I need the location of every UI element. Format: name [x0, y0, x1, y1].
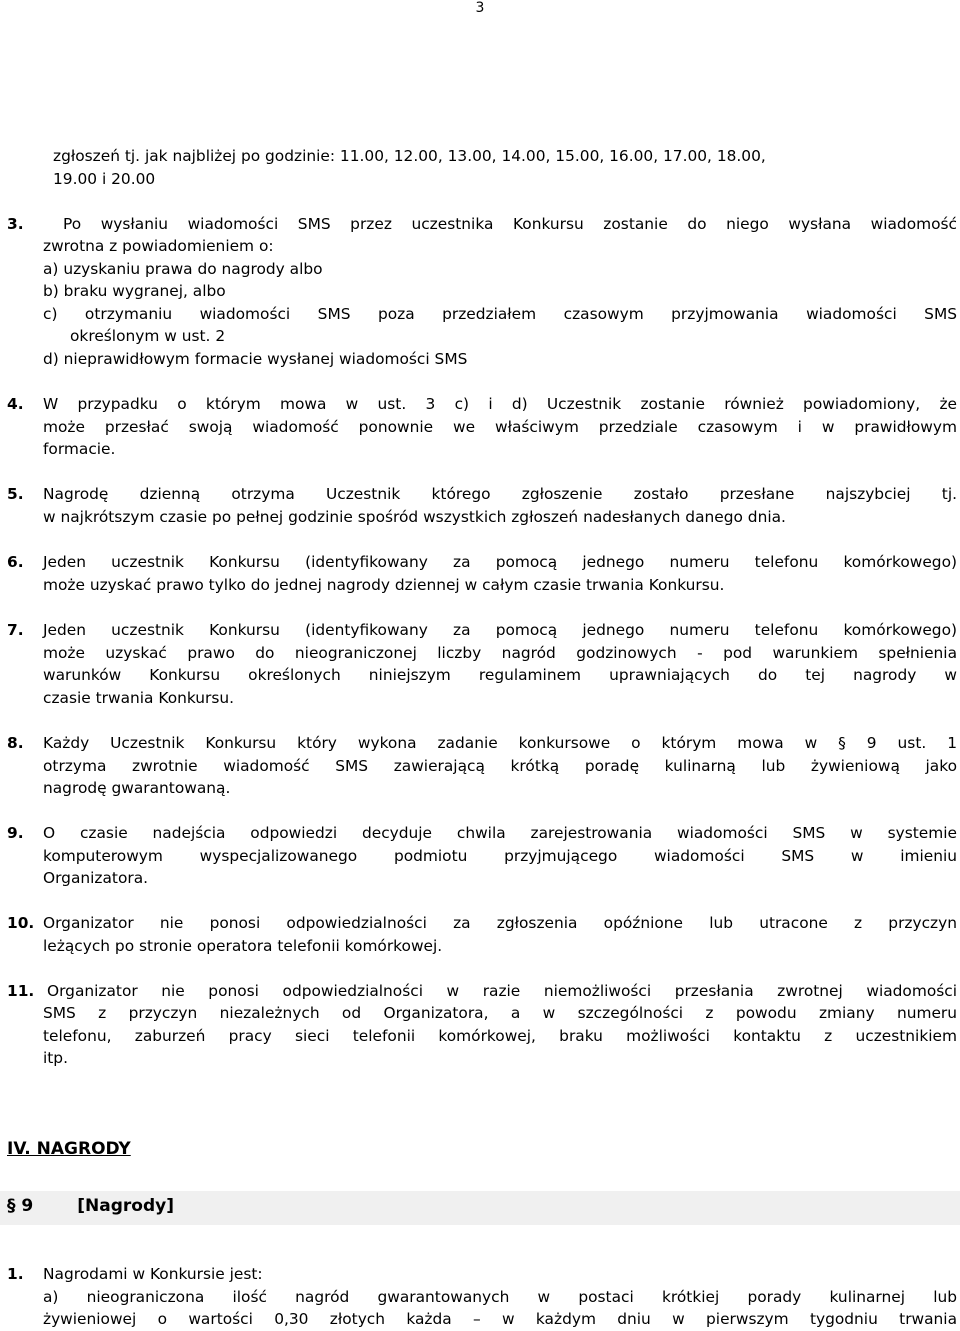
item-11-text: [47, 980, 957, 1003]
text-line: Każdy Uczestnik Konkursu który wykona zadanie konkursowe o którym mowa w § 9 ust. 1: [43, 734, 957, 752]
text-line: leżących po stronie operatora telefonii komórkowej.: [43, 936, 443, 955]
paragraph-symbol: § 9: [7, 1196, 34, 1216]
paragraph-title: [Nagrody]: [77, 1196, 174, 1216]
text-line: formacie.: [43, 440, 116, 458]
text-line: SMS z przyczyn niezależnych od Organizatora, a w szczególności z powodu zmiany numeru: [43, 1004, 957, 1022]
item-number: 9.: [7, 824, 24, 842]
text-line: żywieniowej o wartości 0,30 złotych każda – w każdym dniu w pierwszym tygodniu trwania: [43, 1310, 957, 1328]
text-line: Nagrodami w Konkursie jest:: [43, 1265, 263, 1283]
item-number: 3.: [7, 215, 24, 233]
section-title: IV. NAGRODY: [7, 1139, 131, 1159]
text-line: otrzyma zwrotnie wiadomość SMS zawierającą krótką poradę kulinarną lub żywieniową jako: [43, 756, 957, 775]
list-item: b) braku wygranej, albo: [43, 282, 226, 300]
text-line: zwrotna z powiadomieniem o:: [43, 237, 274, 255]
item-9-text: [43, 822, 957, 890]
text-line: itp.: [43, 1049, 68, 1067]
paragraph-heading: [7, 1195, 174, 1218]
text-line: Jeden uczestnik Konkursu (identyfikowany za pomocą jednego numeru telefonu komórkowego): [43, 621, 957, 639]
text-line: Nagrodę dzienną otrzyma Uczestnik którego zgłoszenie zostało przesłane najszybciej tj.: [43, 485, 957, 503]
text-line: może uzyskać prawo do nieograniczonej liczby nagród godzinowych - pod warunkiem spełnienia: [43, 643, 957, 662]
item-number: 8.: [7, 734, 24, 752]
text-line: Po wysłaniu wiadomości SMS przez uczestnika Konkursu zostanie do niego wysłana wiadomość: [63, 215, 957, 233]
item-8-text: [43, 732, 957, 800]
item-3-list: [43, 235, 957, 370]
text-line: komputerowym wyspecjalizowanego podmiotu przyjmującego wiadomości SMS w imieniu: [43, 846, 957, 865]
list-item: d) nieprawidłowym formacie wysłanej wiadomości SMS: [43, 349, 468, 368]
item-10-text: [43, 912, 957, 957]
text-line: 19.00 i 20.00: [53, 169, 156, 188]
item-number: 7.: [7, 621, 24, 639]
text-line: określonym w ust. 2: [70, 327, 226, 345]
text-line: nagrodę gwarantowaną.: [43, 779, 231, 797]
item-number: 6.: [7, 553, 24, 571]
text-line: Organizator nie ponosi odpowiedzialności w razie niemożliwości przesłania zwrotnej wiadomości: [47, 982, 957, 1000]
item-n1-text: [43, 1263, 957, 1331]
text-line: Organizatora.: [43, 869, 149, 887]
page-number: 3: [475, 0, 485, 16]
text-line: O czasie nadejścia odpowiedzi decyduje chwila zarejestrowania wiadomości SMS w systemie: [43, 824, 957, 842]
item-number: 1.: [7, 1265, 24, 1283]
text-line: może przesłać swoją wiadomość ponownie we właściwym przedziale czasowym i w prawidłowym: [43, 417, 957, 436]
text-line: w najkrótszym czasie po pełnej godzinie spośród wszystkich zgłoszeń nadesłanych danego dnia.: [43, 507, 786, 526]
item-3-text: [63, 213, 957, 236]
text-line: może uzyskać prawo tylko do jednej nagrody dziennej w całym czasie trwania Konkursu.: [43, 575, 725, 594]
text-line: Jeden uczestnik Konkursu (identyfikowany za pomocą jednego numeru telefonu komórkowego): [43, 553, 957, 571]
list-item: a) nieograniczona ilość nagród gwarantowanych w postaci krótkiej porady kulinarnej lub: [43, 1287, 957, 1306]
section-heading: [7, 1138, 131, 1161]
list-item: a) uzyskaniu prawa do nagrody albo: [43, 259, 323, 278]
text-line: warunków Konkursu określonych niniejszym regulaminem uprawniających do tej nagrody w: [43, 666, 957, 684]
item-number: 11.: [7, 982, 35, 1000]
item-11-text-cont: [43, 1002, 957, 1070]
item-number: 10.: [7, 914, 35, 932]
text-line: Organizator nie ponosi odpowiedzialności za zgłoszenia opóźnione lub utracone z przyczyn: [43, 914, 957, 932]
text-line: telefonu, zaburzeń pracy sieci telefonii komórkowej, braku możliwości kontaktu z uczestnikiem: [43, 1026, 957, 1045]
item-5-text: [43, 483, 957, 528]
item-6-text: [43, 551, 957, 596]
text-line: W przypadku o którym mowa w ust. 3 c) i d) Uczestnik zostanie również powiadomiony, że: [43, 395, 957, 413]
continuation-text: [53, 145, 957, 190]
item-7-text: [43, 619, 957, 709]
item-number: 4.: [7, 395, 24, 413]
item-4-text: [43, 393, 957, 461]
item-number: 5.: [7, 485, 24, 503]
list-item: c) otrzymaniu wiadomości SMS poza przedziałem czasowym przyjmowania wiadomości SMS: [43, 304, 957, 323]
text-line: zgłoszeń tj. jak najbliżej po godzinie: 11.00, 12.00, 13.00, 14.00, 15.00, 16.00, 17.00, 18.00,: [53, 147, 766, 165]
text-line: czasie trwania Konkursu.: [43, 688, 235, 707]
